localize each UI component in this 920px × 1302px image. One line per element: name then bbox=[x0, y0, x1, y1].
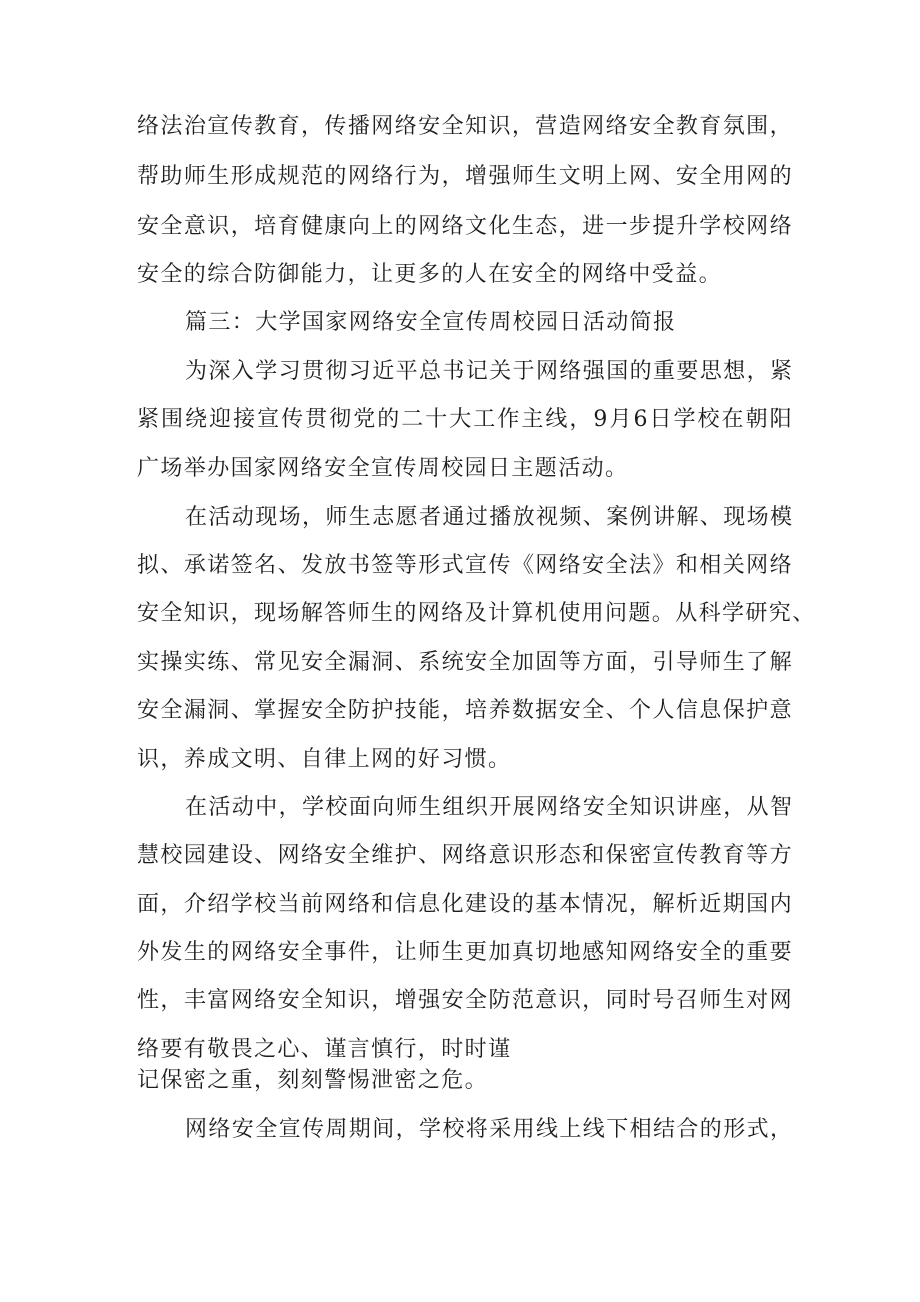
paragraph-line: 面，介绍学校当前网络和信息化建设的基本情况，解析近期国内 bbox=[137, 892, 793, 917]
paragraph-line: 在活动现场，师生志愿者通过播放视频、案例讲解、现场模 bbox=[185, 505, 794, 530]
paragraph-line: 实操实练、常见安全漏洞、系统安全加固等方面，引导师生了解 bbox=[137, 650, 793, 675]
paragraph-line: 记保密之重，刻刻警惕泄密之危。 bbox=[137, 1068, 489, 1093]
paragraph-line: 帮助师生形成规范的网络行为，增强师生文明上网、安全用网的 bbox=[137, 164, 793, 189]
paragraph-line: 网络安全宣传周期间，学校将采用线上线下相结合的形式， bbox=[185, 1117, 794, 1142]
paragraph-line: 安全知识，现场解答师生的网络及计算机使用问题。从科学研究、 bbox=[137, 601, 816, 626]
paragraph-line: 在活动中，学校面向师生组织开展网络安全知识讲座，从智 bbox=[185, 795, 794, 820]
paragraph-line: 络法治宣传教育，传播网络安全知识，营造网络安全教育氛围， bbox=[137, 114, 793, 139]
paragraph-line: 络要有敬畏之心、谨言慎行，时时谨 bbox=[137, 1037, 512, 1062]
paragraph-line: 性，丰富网络安全知识，增强安全防范意识，同时号召师生对网 bbox=[137, 988, 793, 1013]
paragraph-line: 广场举办国家网络安全宣传周校园日主题活动。 bbox=[137, 456, 629, 481]
paragraph-line: 安全意识，培育健康向上的网络文化生态，进一步提升学校网络 bbox=[137, 214, 793, 239]
paragraph-line: 为深入学习贯彻习近平总书记关于网络强国的重要思想，紧 bbox=[185, 359, 794, 384]
paragraph-line: 安全漏洞、掌握安全防护技能，培养数据安全、个人信息保护意 bbox=[137, 698, 793, 723]
section-heading-text: 篇三：大学国家网络安全宣传周校园日活动简报 bbox=[185, 310, 677, 335]
paragraph-line: 外发生的网络安全事件，让师生更加真切地感知网络安全的重要 bbox=[137, 940, 793, 965]
paragraph-line: 拟、承诺签名、发放书签等形式宣传《网络安全法》和相关网络 bbox=[137, 553, 793, 578]
paragraph-line: 慧校园建设、网络安全维护、网络意识形态和保密宣传教育等方 bbox=[137, 843, 793, 868]
paragraph-line: 安全的综合防御能力，让更多的人在安全的网络中受益。 bbox=[137, 262, 723, 287]
paragraph-line: 识，养成文明、自律上网的好习惯。 bbox=[137, 747, 512, 772]
paragraph-line: 紧围绕迎接宣传贯彻党的二十大工作主线，9月6日学校在朝阳 bbox=[137, 407, 793, 432]
